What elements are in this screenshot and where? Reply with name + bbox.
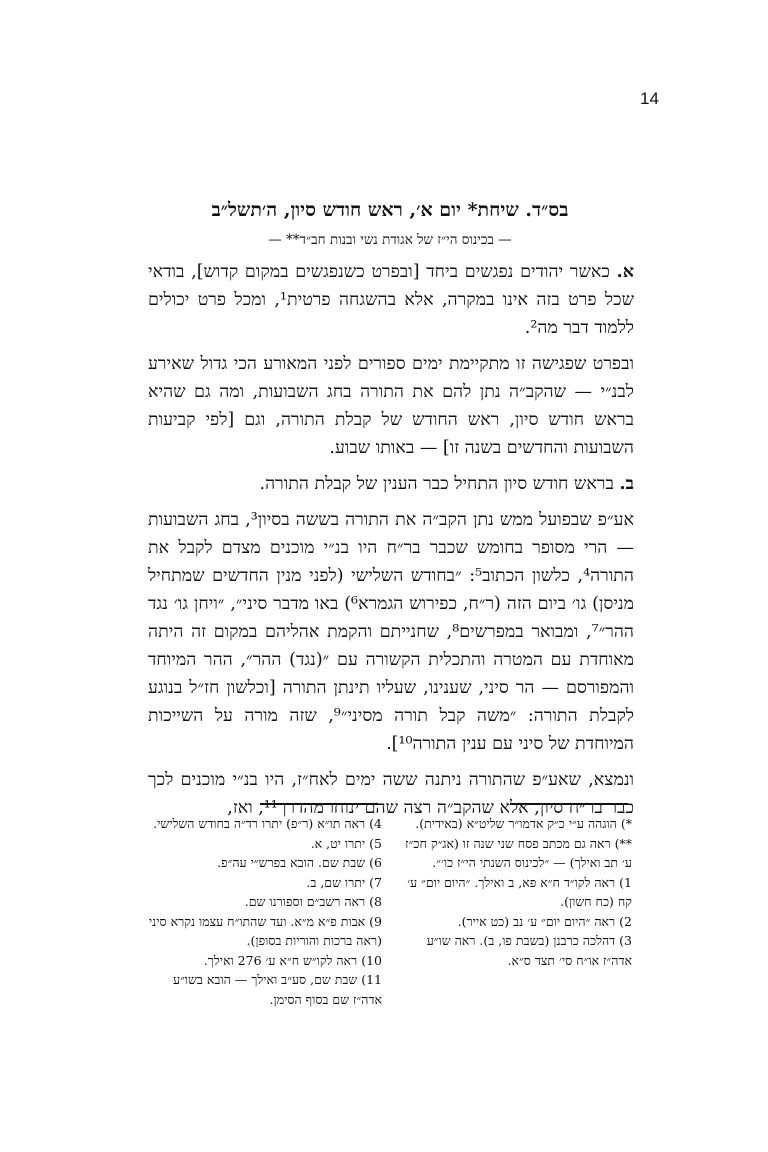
paragraph-4 bbox=[148, 506, 634, 758]
footnote-text: ראה לקו״ש ח״א ע׳ 276 ואילך. bbox=[203, 952, 358, 968]
footnote-number: 6) bbox=[369, 855, 382, 870]
paragraph-3 bbox=[148, 470, 634, 498]
footnote bbox=[396, 834, 632, 873]
footnote bbox=[146, 951, 382, 971]
paragraph-text: אע״פ שבפועל ממש נתן הקב״ה את התורה בששה בסיון³, בחג השבועות — הרי מסופר בחומש שכבר בר״ח היו בנ״י מוכנים מצדם לקבל את התורה⁴, כלשון הכתוב⁵: ״בחודש השלישי (לפני מנין החדשים שמתחיל מניסן) גו׳ ביום הזה (ר״ח, כפירוש הגמרא⁶) באו מדבר סיני״, ״ויחן גו׳ נגד ההר״⁷, ומבואר במפרשים⁸, שחנייתם והקמת אהליהם במקום זה היתה מאוחדת עם המטרה והתכלית הקשורה עם ״(נגד) ההר״, ההר המיוחד והמפורסם — הר סיני, שענינו, שעליו תינתן התורה [וכלשון חז״ל בנוגע לקבלת התורה: ״משה קבל תורה מסיני״⁹, שזה מורה על השייכות המיוחדת של סיני עם ענין התורה¹⁰]. bbox=[148, 510, 634, 754]
footnote-text: ראה גם מכתב פסח שני שנה זו (אג״ק חכ״ז ע׳ תב ואילך) — ״לכינוס השנתי הי״ז כו׳״. bbox=[405, 835, 632, 870]
footnote bbox=[396, 873, 632, 912]
footnote-number: 5) bbox=[369, 835, 382, 851]
footnote-number: *) bbox=[620, 816, 632, 831]
footnote bbox=[146, 853, 382, 873]
footnote bbox=[146, 892, 382, 912]
page-subtitle: — בכינוס הי״ז של אגודת נשי ובנות חב״ד** — bbox=[268, 232, 512, 248]
footnote-text: שבת שם, סע״ב ואילך — הובא בשו״ע אדה״ז שם בסוף הסימן. bbox=[173, 972, 382, 1007]
footnote-text: שבת שם. הובא בפרש״י עה״פ. bbox=[217, 855, 366, 870]
footnote bbox=[146, 912, 382, 951]
footnote-number: 1) bbox=[619, 874, 632, 890]
footnote-text: ראה רשב״ם וספורנו שם. bbox=[244, 894, 366, 909]
footnote bbox=[396, 931, 632, 970]
footnote-text: ראה תו״א (ר״פ) יתרו רד״ה בחודש השלישי. bbox=[153, 816, 366, 831]
footnote-number: **) bbox=[614, 835, 632, 851]
footnote-text: הוגהה ע״י כ״ק אדמו״ר שליט״א (באידית). bbox=[415, 816, 617, 831]
footnote-number: 3) bbox=[619, 933, 632, 948]
footnotes-left-column bbox=[146, 814, 382, 1009]
paragraph-1 bbox=[148, 258, 634, 342]
footnote-rule-right bbox=[510, 803, 628, 805]
footnote bbox=[146, 970, 382, 1009]
footnote-text: יתרו שם, ב. bbox=[306, 874, 366, 890]
body-text bbox=[148, 258, 634, 830]
footnote-text: ראה לקו״ד ח״א פא, ב ואילך. ״היום יום״ ע׳ קח (כח חשון). bbox=[407, 874, 632, 909]
footnotes-right-column bbox=[396, 814, 632, 970]
footnote bbox=[146, 814, 382, 834]
footnote-number: 9) bbox=[369, 913, 382, 929]
paragraph-text: ובפרט שפגישה זו מתקיימת ימים ספורים לפני המאורע הכי גדול שאירע לבנ״י — שהקב״ה נתן להם את התורה בחג השבועות, ומה גם שהיא בראש חודש סיון, ראש החודש של קבלת התורה, וגם [לפי קביעות השבועות והחדשים בשנה זו] — באותו שבוע. bbox=[148, 354, 634, 458]
paragraph-text: ונמצא, שאע״פ שהתורה ניתנה ששה ימים לאח״ז, היו בנ״י מוכנים לכך כבר בר״ח סיון, אלא שהקב״ה רצה שהם ינוחו מהדרך¹¹, ואז, bbox=[148, 770, 634, 818]
section-label: א. bbox=[616, 262, 634, 282]
footnote-number: 11) bbox=[361, 972, 382, 987]
page-number: 14 bbox=[640, 89, 659, 108]
paragraph-text: כאשר יהודים נפגשים ביחד [ובפרט כשנפגשים במקום קדוש], בודאי שכל פרט בזה אינו במקרה, אלא בהשגחה פרטית¹, ומכל פרט יכולים ללמוד דבר מה². bbox=[148, 262, 634, 338]
footnote-text: יתרו יט, א. bbox=[310, 835, 366, 851]
footnote-number: 4) bbox=[369, 816, 382, 831]
footnote-number: 7) bbox=[369, 874, 382, 890]
footnote-text: אבות פ״א מ״א. ועד שהתו״ח עצמו נקרא סיני (ראה ברכות והוריות בסופן). bbox=[148, 913, 382, 948]
section-label: ב. bbox=[619, 474, 634, 494]
footnote bbox=[396, 912, 632, 932]
footnote-number: 2) bbox=[619, 913, 632, 929]
footnote-number: 10) bbox=[361, 952, 382, 968]
footnote-text: דהלכה כרבנן (בשבת פו, ב). ראה שו״ע אדה״ז או״ח סי׳ תצד ס״א. bbox=[426, 933, 632, 968]
footnote-number: 8) bbox=[369, 894, 382, 909]
paragraph-text: בראש חודש סיון התחיל כבר הענין של קבלת התורה. bbox=[259, 474, 614, 494]
footnote-text: ראה ״היום יום״ ע׳ נב (כט אייר). bbox=[457, 913, 616, 929]
footnote bbox=[146, 834, 382, 854]
footnote bbox=[396, 814, 632, 834]
paragraph-2 bbox=[148, 350, 634, 462]
footnote-rule-left bbox=[260, 803, 378, 805]
page-title: בס״ד. שיחת* יום א׳, ראש חודש סיון, ה׳תשל״ב bbox=[211, 199, 569, 221]
footnote bbox=[146, 873, 382, 893]
